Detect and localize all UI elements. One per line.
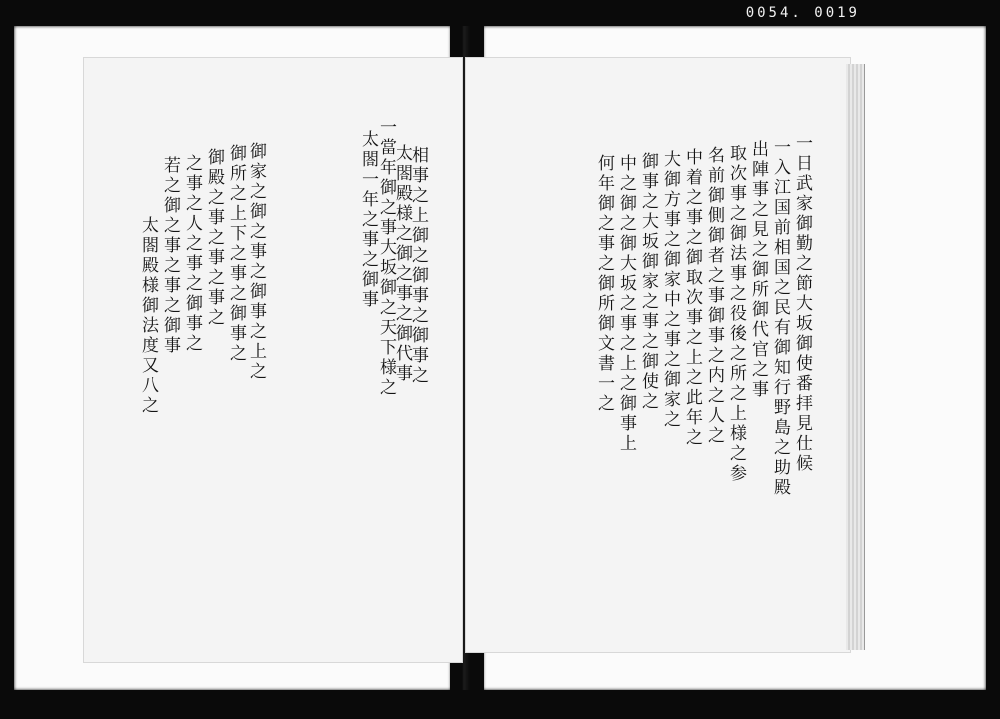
left-column-3: 太閤殿様之御之事之御代事	[392, 144, 412, 384]
left-column-2: 一當年御之事大坂御之天下様之	[376, 118, 396, 398]
right-column-10: 何年御之事之御所御文書一之	[594, 154, 614, 414]
right-column-5: 名前御側御者之事御事之内之人之	[704, 146, 724, 446]
right-column-6: 中着之事之御取次事之上之此年之	[682, 148, 702, 448]
left-column-1: 太閤一年之事之御事	[358, 130, 378, 310]
right-column-1: 一日武家御勤之節大坂御使番拝見仕候	[792, 134, 812, 474]
left-column-10: 太閤殿様御法度又八之	[138, 216, 158, 416]
left-page	[84, 58, 462, 662]
book-page-edges	[846, 64, 865, 650]
right-column-8: 御事之大坂御家之事之御使之	[638, 152, 658, 412]
left-column-9: 若之御之事之事之御事	[160, 156, 180, 356]
right-page	[466, 58, 850, 652]
microfilm-frame-number: 0054. 0019	[745, 5, 860, 21]
right-column-7: 大御方事之御家中之事之御家之	[660, 150, 680, 430]
left-column-6: 御所之上下之事之御事之	[226, 144, 246, 364]
left-column-4: 相事之上御之御事之御事之	[408, 146, 428, 386]
left-column-8: 之事之人之事之御事之	[182, 154, 202, 354]
right-column-4: 取次事之御法事之役後之所之上様之参	[726, 144, 746, 484]
left-column-7: 御殿之事之事之事之	[204, 148, 224, 328]
right-column-9: 中之御之御大坂之事之上之御事上	[616, 154, 636, 454]
left-column-5: 御家之御之事之御事之上之	[246, 142, 266, 382]
right-column-2: 一入江国前相国之民有御知行野島之助殿	[770, 138, 790, 498]
right-column-3: 出陣事之見之御所御代官之事	[748, 140, 768, 400]
